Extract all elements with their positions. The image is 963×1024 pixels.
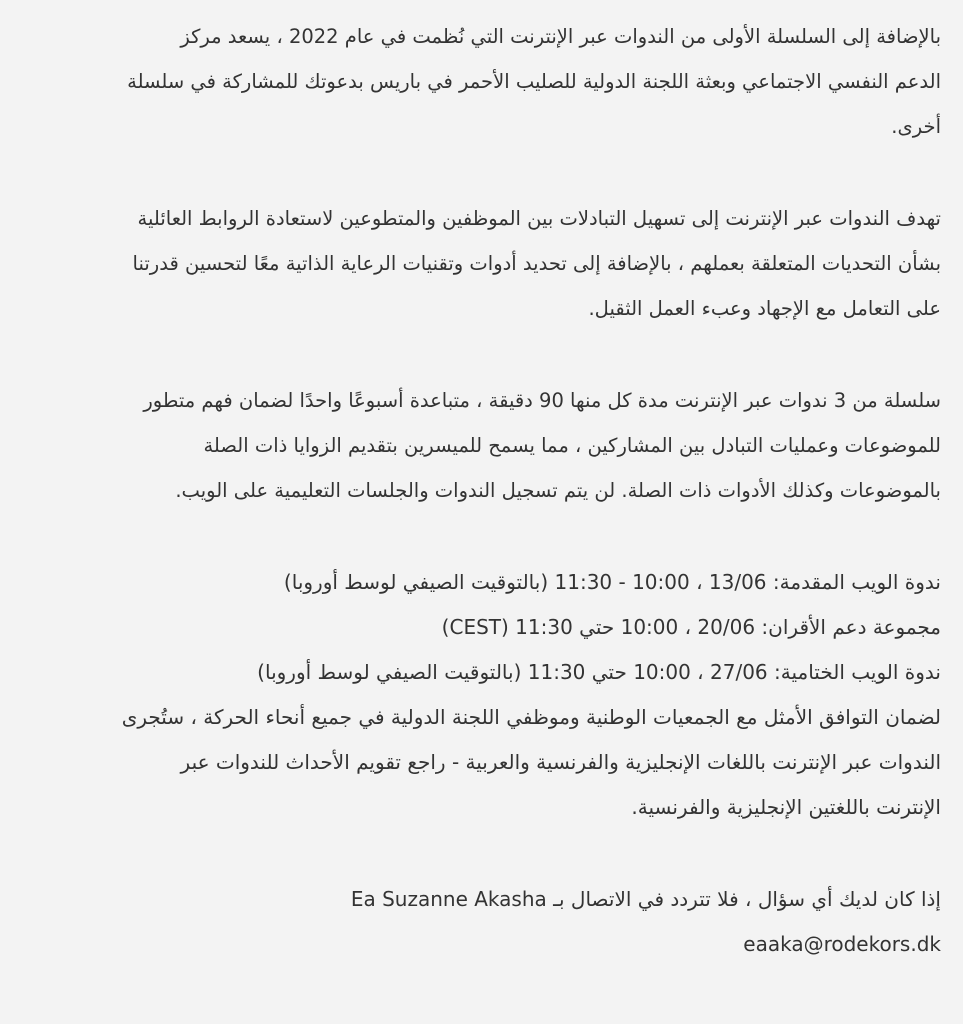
goals-paragraph (22, 196, 941, 331)
schedule-closing-webinar: ندوة الويب الختامية: 27/06 ، 10:00 حتي 11:30 (بالتوقيت الصيفي لوسط أوروبا) (257, 660, 941, 684)
text-line: الندوات عبر الإنترنت باللغات الإنجليزية والفرنسية والعربية - راجع تقويم الأحداث للندوات عبر (180, 750, 941, 774)
text-line: على التعامل مع الإجهاد وعبء العمل الثقيل. (588, 297, 941, 320)
text-line: لضمان التوافق الأمثل مع الجمعيات الوطنية وموظفي اللجنة الدولية في جميع أنحاء الحركة ، ستُجرى (121, 705, 941, 729)
text-line: تهدف الندوات عبر الإنترنت إلى تسهيل التبادلات بين الموظفين والمتطوعين لاستعادة الروابط العائلية (137, 207, 941, 230)
intro-paragraph (22, 14, 941, 149)
text-line: سلسلة من 3 ندوات عبر الإنترنت مدة كل منها 90 دقيقة ، متباعدة أسبوعًا واحدًا لضمان فهم متطور (143, 389, 941, 412)
text-line: بشأن التحديات المتعلقة بعملهم ، بالإضافة إلى تحديد أدوات وتقنيات الرعاية الذاتية معًا لتحسين قدرتنا (132, 252, 941, 275)
text-line: الإنترنت باللغتين الإنجليزية والفرنسية. (631, 795, 941, 819)
schedule-paragraph (22, 560, 941, 830)
text-line: بالموضوعات وكذلك الأدوات ذات الصلة. لن يتم تسجيل الندوات والجلسات التعليمية على الويب. (175, 479, 941, 502)
text-line: أخرى. (891, 115, 941, 138)
contact-email-row (22, 922, 941, 967)
text-line: الدعم النفسي الاجتماعي وبعثة اللجنة الدولية للصليب الأحمر في باريس بدعوتك للمشاركة في سلسلة (127, 70, 941, 93)
schedule-intro-webinar: ندوة الويب المقدمة: 13/06 ، 10:00 - 11:30 (بالتوقيت الصيفي لوسط أوروبا) (283, 570, 941, 594)
contact-email[interactable]: eaaka@rodekors.dk (743, 932, 941, 956)
contact-paragraph (22, 877, 941, 967)
schedule-peer-support: مجموعة دعم الأقران: 20/06 ، 10:00 حتي 11:30 (CEST) (441, 615, 941, 639)
contact-line: إذا كان لديك أي سؤال ، فلا تتردد في الاتصال بـ Ea Suzanne Akasha (350, 887, 941, 911)
series-paragraph (22, 378, 941, 513)
text-line: بالإضافة إلى السلسلة الأولى من الندوات عبر الإنترنت التي نُظمت في عام 2022 ، يسعد مركز (180, 25, 941, 48)
text-line: للموضوعات وعمليات التبادل بين المشاركين ، مما يسمح للميسرين بتقديم الزوايا ذات الصلة (203, 434, 941, 457)
